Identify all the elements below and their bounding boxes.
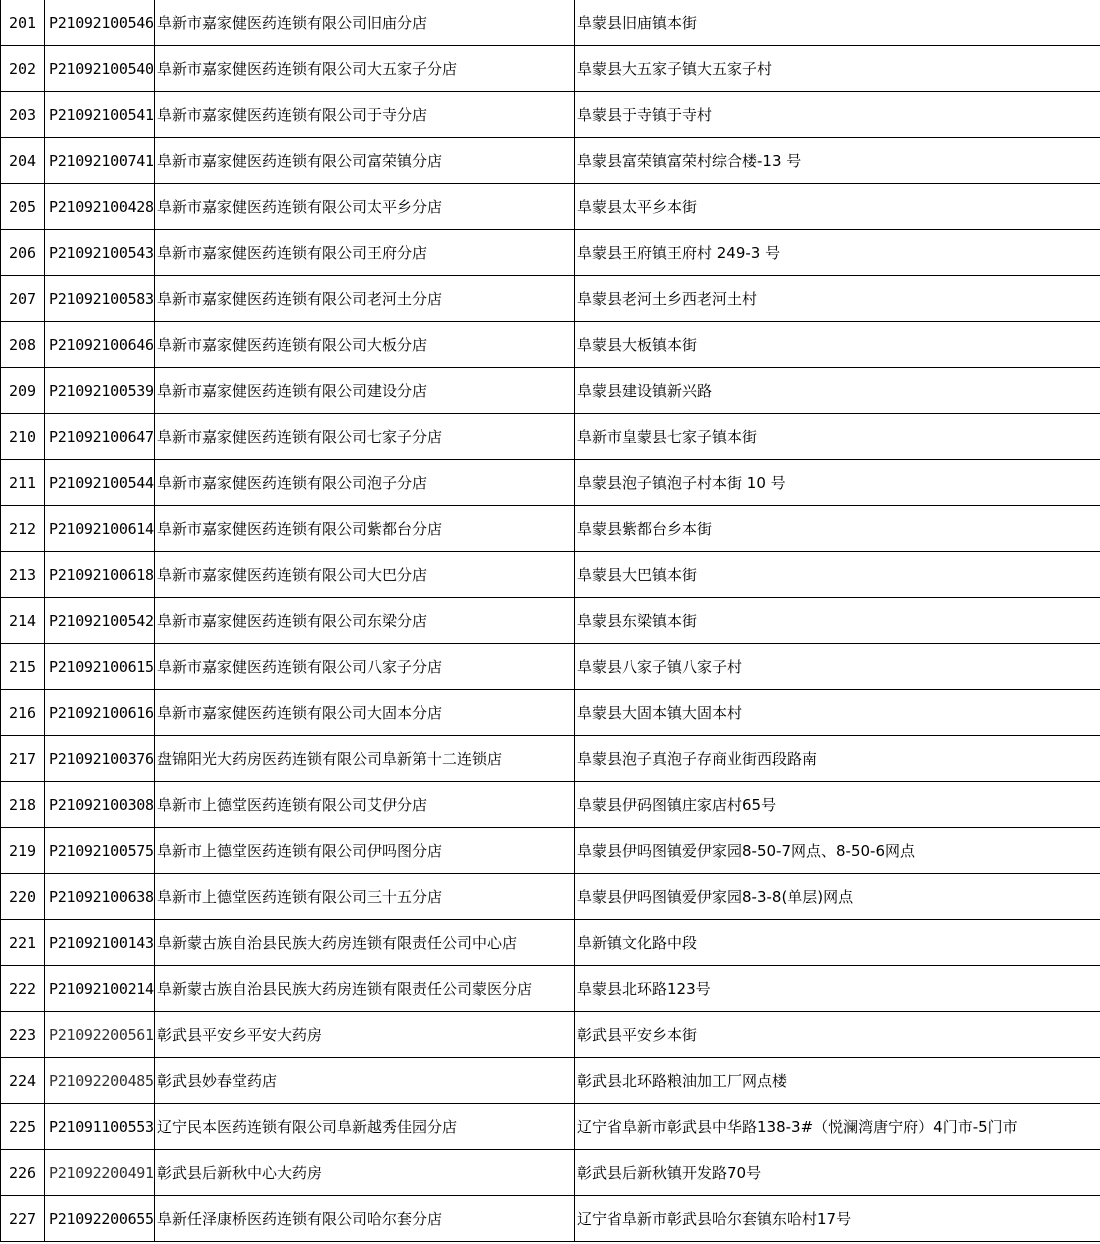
store-name-cell: 阜新市嘉家健医药连锁有限公司七家子分店 xyxy=(155,414,575,460)
license-code-cell: P21092100544 xyxy=(45,460,155,506)
license-code-cell: P21091100553 xyxy=(45,1104,155,1150)
store-name-cell: 阜新市嘉家健医药连锁有限公司东梁分店 xyxy=(155,598,575,644)
store-name-cell: 阜新市嘉家健医药连锁有限公司建设分店 xyxy=(155,368,575,414)
license-code-cell: P21092100539 xyxy=(45,368,155,414)
store-address-cell: 阜蒙县建设镇新兴路 xyxy=(575,368,1100,414)
store-name-cell: 彰武县平安乡平安大药房 xyxy=(155,1012,575,1058)
table-row xyxy=(1,414,1100,460)
license-code-cell: P21092100614 xyxy=(45,506,155,552)
row-index-cell: 204 xyxy=(1,138,45,184)
table-row xyxy=(1,46,1100,92)
store-name-cell: 阜新市上德堂医药连锁有限公司伊吗图分店 xyxy=(155,828,575,874)
table-row xyxy=(1,1058,1100,1104)
license-code-cell: P21092100583 xyxy=(45,276,155,322)
table-row xyxy=(1,92,1100,138)
row-index-cell: 218 xyxy=(1,782,45,828)
table-row xyxy=(1,506,1100,552)
table-row xyxy=(1,644,1100,690)
store-address-cell: 阜蒙县伊码图镇庄家店村65号 xyxy=(575,782,1100,828)
row-index-cell: 205 xyxy=(1,184,45,230)
store-address-cell: 阜蒙县大五家子镇大五家子村 xyxy=(575,46,1100,92)
table-row xyxy=(1,690,1100,736)
license-code-cell: P21092100575 xyxy=(45,828,155,874)
license-code-cell: P21092100376 xyxy=(45,736,155,782)
table-row xyxy=(1,230,1100,276)
store-name-cell: 阜新市嘉家健医药连锁有限公司大固本分店 xyxy=(155,690,575,736)
store-name-cell: 阜新市嘉家健医药连锁有限公司太平乡分店 xyxy=(155,184,575,230)
store-name-cell: 彰武县后新秋中心大药房 xyxy=(155,1150,575,1196)
license-code-cell: P21092100543 xyxy=(45,230,155,276)
license-code-cell: P21092200561 xyxy=(45,1012,155,1058)
store-address-cell: 阜蒙县大巴镇本街 xyxy=(575,552,1100,598)
license-code-cell: P21092100214 xyxy=(45,966,155,1012)
row-index-cell: 221 xyxy=(1,920,45,966)
row-index-cell: 223 xyxy=(1,1012,45,1058)
store-address-cell: 阜蒙县王府镇王府村 249-3 号 xyxy=(575,230,1100,276)
row-index-cell: 214 xyxy=(1,598,45,644)
license-code-cell: P21092100741 xyxy=(45,138,155,184)
store-name-cell: 阜新市嘉家健医药连锁有限公司富荣镇分店 xyxy=(155,138,575,184)
store-address-cell: 阜蒙县东梁镇本街 xyxy=(575,598,1100,644)
store-name-cell: 阜新蒙古族自治县民族大药房连锁有限责任公司蒙医分店 xyxy=(155,966,575,1012)
store-address-cell: 阜蒙县八家子镇八家子村 xyxy=(575,644,1100,690)
row-index-cell: 208 xyxy=(1,322,45,368)
license-code-cell: P21092200485 xyxy=(45,1058,155,1104)
table-row xyxy=(1,460,1100,506)
table-row xyxy=(1,552,1100,598)
table-row xyxy=(1,0,1100,46)
store-name-cell: 盘锦阳光大药房医药连锁有限公司阜新第十二连锁店 xyxy=(155,736,575,782)
store-name-cell: 阜新市嘉家健医药连锁有限公司泡子分店 xyxy=(155,460,575,506)
table-row xyxy=(1,184,1100,230)
row-index-cell: 224 xyxy=(1,1058,45,1104)
store-name-cell: 阜新蒙古族自治县民族大药房连锁有限责任公司中心店 xyxy=(155,920,575,966)
row-index-cell: 207 xyxy=(1,276,45,322)
store-name-cell: 阜新市嘉家健医药连锁有限公司八家子分店 xyxy=(155,644,575,690)
store-name-cell: 阜新市嘉家健医药连锁有限公司旧庙分店 xyxy=(155,0,575,46)
license-code-cell: P21092100542 xyxy=(45,598,155,644)
store-name-cell: 阜新市嘉家健医药连锁有限公司老河土分店 xyxy=(155,276,575,322)
table-row xyxy=(1,1150,1100,1196)
table-row xyxy=(1,368,1100,414)
table-body xyxy=(1,0,1100,1242)
row-index-cell: 225 xyxy=(1,1104,45,1150)
license-code-cell: P21092100647 xyxy=(45,414,155,460)
store-name-cell: 阜新市嘉家健医药连锁有限公司紫都台分店 xyxy=(155,506,575,552)
store-address-cell: 阜蒙县紫都台乡本街 xyxy=(575,506,1100,552)
store-address-cell: 阜蒙县富荣镇富荣村综合楼-13 号 xyxy=(575,138,1100,184)
store-address-cell: 彰武县北环路粮油加工厂网点楼 xyxy=(575,1058,1100,1104)
table-row xyxy=(1,828,1100,874)
store-address-cell: 阜蒙县北环路123号 xyxy=(575,966,1100,1012)
store-address-cell: 阜新镇文化路中段 xyxy=(575,920,1100,966)
store-address-cell: 阜蒙县大板镇本街 xyxy=(575,322,1100,368)
table-row xyxy=(1,782,1100,828)
license-code-cell: P21092100541 xyxy=(45,92,155,138)
license-code-cell: P21092100540 xyxy=(45,46,155,92)
table-row xyxy=(1,1012,1100,1058)
license-code-cell: P21092100618 xyxy=(45,552,155,598)
row-index-cell: 202 xyxy=(1,46,45,92)
store-name-cell: 阜新市嘉家健医药连锁有限公司于寺分店 xyxy=(155,92,575,138)
license-code-cell: P21092100143 xyxy=(45,920,155,966)
row-index-cell: 212 xyxy=(1,506,45,552)
row-index-cell: 217 xyxy=(1,736,45,782)
store-address-cell: 彰武县平安乡本街 xyxy=(575,1012,1100,1058)
store-address-cell: 阜蒙县大固本镇大固本村 xyxy=(575,690,1100,736)
row-index-cell: 203 xyxy=(1,92,45,138)
table-row xyxy=(1,920,1100,966)
row-index-cell: 220 xyxy=(1,874,45,920)
license-code-cell: P21092100546 xyxy=(45,0,155,46)
table-row xyxy=(1,276,1100,322)
table-row xyxy=(1,1104,1100,1150)
table-row xyxy=(1,138,1100,184)
store-address-cell: 阜蒙县太平乡本街 xyxy=(575,184,1100,230)
license-code-cell: P21092200655 xyxy=(45,1196,155,1242)
row-index-cell: 216 xyxy=(1,690,45,736)
license-code-cell: P21092100428 xyxy=(45,184,155,230)
row-index-cell: 227 xyxy=(1,1196,45,1242)
row-index-cell: 219 xyxy=(1,828,45,874)
row-index-cell: 201 xyxy=(1,0,45,46)
row-index-cell: 226 xyxy=(1,1150,45,1196)
row-index-cell: 211 xyxy=(1,460,45,506)
store-address-cell: 阜蒙县旧庙镇本街 xyxy=(575,0,1100,46)
row-index-cell: 210 xyxy=(1,414,45,460)
store-name-cell: 辽宁民本医药连锁有限公司阜新越秀佳园分店 xyxy=(155,1104,575,1150)
store-address-cell: 阜蒙县泡子镇泡子村本街 10 号 xyxy=(575,460,1100,506)
store-name-cell: 阜新市嘉家健医药连锁有限公司王府分店 xyxy=(155,230,575,276)
store-name-cell: 阜新市嘉家健医药连锁有限公司大巴分店 xyxy=(155,552,575,598)
table-row xyxy=(1,874,1100,920)
store-address-cell: 阜蒙县伊吗图镇爱伊家园8-3-8(单层)网点 xyxy=(575,874,1100,920)
store-name-cell: 阜新市嘉家健医药连锁有限公司大板分店 xyxy=(155,322,575,368)
table-row xyxy=(1,736,1100,782)
license-code-cell: P21092100308 xyxy=(45,782,155,828)
store-address-cell: 阜新市皇蒙县七家子镇本街 xyxy=(575,414,1100,460)
row-index-cell: 213 xyxy=(1,552,45,598)
table-row xyxy=(1,966,1100,1012)
license-code-cell: P21092100616 xyxy=(45,690,155,736)
row-index-cell: 206 xyxy=(1,230,45,276)
store-name-cell: 阜新市上德堂医药连锁有限公司艾伊分店 xyxy=(155,782,575,828)
row-index-cell: 222 xyxy=(1,966,45,1012)
license-code-cell: P21092200491 xyxy=(45,1150,155,1196)
store-address-cell: 阜蒙县于寺镇于寺村 xyxy=(575,92,1100,138)
store-name-cell: 阜新市嘉家健医药连锁有限公司大五家子分店 xyxy=(155,46,575,92)
row-index-cell: 215 xyxy=(1,644,45,690)
table-row xyxy=(1,322,1100,368)
store-address-cell: 辽宁省阜新市彰武县哈尔套镇东哈村17号 xyxy=(575,1196,1100,1242)
row-index-cell: 209 xyxy=(1,368,45,414)
license-code-cell: P21092100638 xyxy=(45,874,155,920)
table-row xyxy=(1,598,1100,644)
store-address-cell: 阜蒙县泡子真泡子存商业街西段路南 xyxy=(575,736,1100,782)
store-name-cell: 阜新市上德堂医药连锁有限公司三十五分店 xyxy=(155,874,575,920)
store-address-cell: 阜蒙县老河土乡西老河土村 xyxy=(575,276,1100,322)
store-address-cell: 彰武县后新秋镇开发路70号 xyxy=(575,1150,1100,1196)
store-address-cell: 辽宁省阜新市彰武县中华路138-3#（悦澜湾唐宁府）4门市-5门市 xyxy=(575,1104,1100,1150)
store-name-cell: 阜新任泽康桥医药连锁有限公司哈尔套分店 xyxy=(155,1196,575,1242)
store-name-cell: 彰武县妙春堂药店 xyxy=(155,1058,575,1104)
license-code-cell: P21092100646 xyxy=(45,322,155,368)
license-code-cell: P21092100615 xyxy=(45,644,155,690)
table-row xyxy=(1,1196,1100,1242)
store-address-cell: 阜蒙县伊吗图镇爱伊家园8-50-7网点、8-50-6网点 xyxy=(575,828,1100,874)
